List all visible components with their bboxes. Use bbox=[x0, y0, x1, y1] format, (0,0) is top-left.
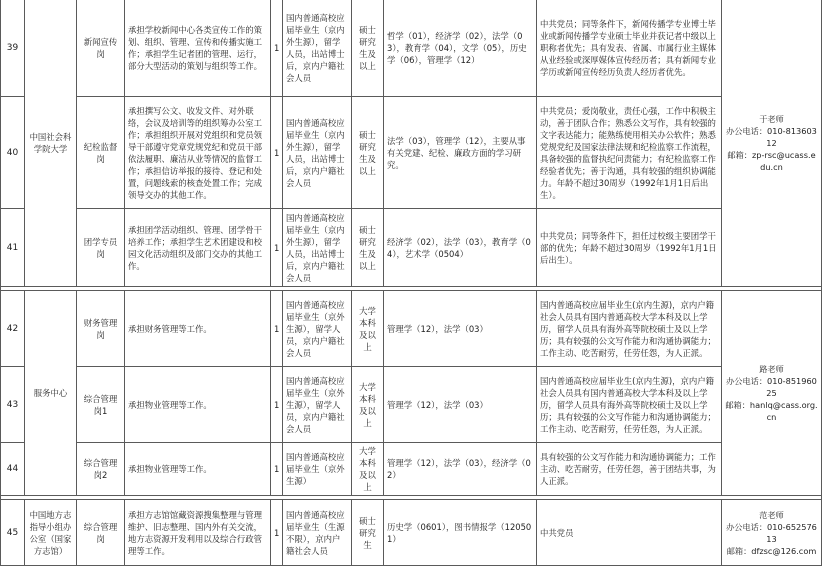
major-requirement: 经济学（02），法学（03），教育学（04），艺术学（0504） bbox=[384, 209, 537, 287]
row-number: 43 bbox=[1, 367, 25, 443]
contact-email: 邮箱：zp-rsc@ucass.edu.cn bbox=[727, 149, 816, 172]
contact-info bbox=[722, 0, 822, 287]
hire-count: 1 bbox=[271, 443, 283, 496]
degree-requirement: 大学本科及以上 bbox=[352, 443, 384, 496]
degree-requirement: 大学本科及以上 bbox=[352, 291, 384, 367]
table-row bbox=[1, 0, 822, 97]
hire-count: 1 bbox=[271, 500, 283, 566]
candidate-source: 国内普通高校应届毕业生（京内外生源），留学人员，出站博士后，京内户籍社会人员 bbox=[283, 209, 352, 287]
hire-count: 1 bbox=[271, 97, 283, 209]
contact-info bbox=[722, 500, 822, 566]
unit-name: 中国社会科学院大学 bbox=[25, 0, 77, 287]
other-requirements: 中共党员；同等条件下，担任过校级主要团学干部的优先；年龄不超过30周岁（1992年1月1日后出生）。 bbox=[537, 209, 722, 287]
contact-phone: 办公电话：010-65257613 bbox=[726, 521, 817, 544]
other-requirements: 中共党员；同等条件下，新闻传播学专业博士毕业或新闻传播学专业硕士毕业并获记者中级以上职称者优先；具有发表、省属、市属行业主媒体从业经验或深厚媒体宣传经历者；具有新闻专业学历或新闻宣传经历负责人经历者优先。 bbox=[537, 0, 722, 97]
contact-name: 路老师 bbox=[759, 364, 784, 374]
post-name: 新闻宣传岗 bbox=[77, 0, 125, 97]
row-number: 39 bbox=[1, 0, 25, 97]
hire-count: 1 bbox=[271, 209, 283, 287]
other-requirements: 国内普通高校应届毕业生(京内生源)，京内户籍社会人员具有国内普通高校大学本科及以上学历，留学人员具有海外高等院校硕士及以上学历；具有较强的公文写作能力和沟通协调能力；工作主动、吃苦耐劳，任劳任怨，为人正派。 bbox=[537, 367, 722, 443]
other-requirements: 中共党员 bbox=[537, 500, 722, 566]
major-requirement: 法学（03），管理学（12），主要从事有关党建、纪检、廉政方面的学习研究。 bbox=[384, 97, 537, 209]
candidate-source: 国内普通高校应届毕业生（京外生源） bbox=[283, 443, 352, 496]
contact-phone: 办公电话：010-85196025 bbox=[726, 376, 817, 398]
row-number: 44 bbox=[1, 443, 25, 496]
candidate-source: 国内普通高校应届毕业生（京外生源），留学人员，京内户籍社会人员 bbox=[283, 367, 352, 443]
major-requirement: 历史学（0601），图书情报学（120501） bbox=[384, 500, 537, 566]
major-requirement: 管理学（12），法学（03） bbox=[384, 367, 537, 443]
candidate-source: 国内普通高校应届毕业生（京内外生源），留学人员，出站博士后，京内户籍社会人员 bbox=[283, 0, 352, 97]
row-number: 40 bbox=[1, 97, 25, 209]
degree-requirement: 硕士研究生及以上 bbox=[352, 209, 384, 287]
job-duty: 承担方志馆馆藏资源搜集整理与管理维护、旧志整理、国内外有关交流，地方志资源开发利用以及综合行政管理等工作。 bbox=[125, 500, 271, 566]
post-name: 综合管理岗 bbox=[77, 500, 125, 566]
table-row bbox=[1, 367, 822, 443]
table-row bbox=[1, 500, 822, 566]
candidate-source: 国内普通高校应届毕业生（生源不限），京内户籍社会人员 bbox=[283, 500, 352, 566]
post-name: 综合管理岗1 bbox=[77, 367, 125, 443]
degree-requirement: 硕士研究生及以上 bbox=[352, 97, 384, 209]
row-number: 45 bbox=[1, 500, 25, 566]
other-requirements: 具有较强的公文写作能力和沟通协调能力；工作主动、吃苦耐劳，任劳任怨，善于团结共事，为人正派。 bbox=[537, 443, 722, 496]
contact-info bbox=[722, 291, 822, 496]
unit-name: 服务中心 bbox=[25, 291, 77, 496]
contact-phone: 办公电话：010-81360312 bbox=[726, 125, 817, 148]
table-row bbox=[1, 97, 822, 209]
other-requirements: 中共党员；爱岗敬业，责任心强，工作中积极主动，善于团队合作；熟悉公文写作，具有较强的文字表达能力；能熟练使用相关办公软件；熟悉党规党纪及国家法律法规和纪检监察工作流程，具备较强的监督执纪问责能力；有纪检监察工作经验者优先；善于沟通，具有较强的组织协调能力。年龄不超过30周岁（1992年1月1日后出生）。 bbox=[537, 97, 722, 209]
unit-name: 中国地方志指导小组办公室（国家方志馆） bbox=[25, 500, 77, 566]
degree-requirement: 硕士研究生 bbox=[352, 500, 384, 566]
major-requirement: 管理学（12），法学（03） bbox=[384, 291, 537, 367]
hire-count: 1 bbox=[271, 0, 283, 97]
degree-requirement: 硕士研究生及以上 bbox=[352, 0, 384, 97]
job-duty: 承担财务管理等工作。 bbox=[125, 291, 271, 367]
post-name: 纪检监督岗 bbox=[77, 97, 125, 209]
hire-count: 1 bbox=[271, 367, 283, 443]
post-name: 财务管理岗 bbox=[77, 291, 125, 367]
post-name: 团学专员岗 bbox=[77, 209, 125, 287]
major-requirement: 哲学（01），经济学（02），法学（03），教育学（04），文学（05），历史学（06），管理学（12） bbox=[384, 0, 537, 97]
candidate-source: 国内普通高校应届毕业生（京外生源），留学人员，京内户籍社会人员 bbox=[283, 291, 352, 367]
post-name: 综合管理岗2 bbox=[77, 443, 125, 496]
job-duty: 承担物业管理等工作。 bbox=[125, 367, 271, 443]
other-requirements: 国内普通高校应届毕业生(京内生源)，京内户籍社会人员具有国内普通高校大学本科及以上学历，留学人员具有海外高等院校硕士及以上学历；具有较强的公文写作能力和沟通协调能力；工作主动、吃苦耐劳，任劳任怨，为人正派。 bbox=[537, 291, 722, 367]
contact-email: 邮箱：dfzsc@126.com bbox=[726, 545, 817, 556]
contact-name: 范老师 bbox=[759, 509, 784, 520]
table-row bbox=[1, 291, 822, 367]
major-requirement: 管理学（12），法学（03），经济学（02） bbox=[384, 443, 537, 496]
contact-email: 邮箱：hanlq@cass.org.cn bbox=[725, 400, 818, 422]
job-duty: 承担学校新闻中心各类宣传工作的策划、组织、管理、宣传和传播实施工作；承担学生记者团的管理、运行，部分大型活动的策划与组织等工作。 bbox=[125, 0, 271, 97]
job-duty: 承担物业管理等工作。 bbox=[125, 443, 271, 496]
row-number: 41 bbox=[1, 209, 25, 287]
job-duty: 承担团学活动组织、管理、团学骨干培养工作；承担学生艺术团建设和校园文化活动组织及部门交办的其他工作。 bbox=[125, 209, 271, 287]
contact-name: 于老师 bbox=[759, 113, 784, 124]
row-number: 42 bbox=[1, 291, 25, 367]
hire-count: 1 bbox=[271, 291, 283, 367]
table-row bbox=[1, 209, 822, 287]
job-duty: 承担撰写公文、收发文件、对外联络，会议及培训等的组织筹办公室工作；承担组织开展对党组织和党员领导干部遵守党章党规党纪和党员干部依法履职、廉洁从业等情况的监督工作；承担信访举报的接待、登记和处置，问题线索的核查处置工作；完成领导交办的其他工作。 bbox=[125, 97, 271, 209]
table-row bbox=[1, 443, 822, 496]
candidate-source: 国内普通高校应届毕业生（京内外生源），留学人员，出站博士后，京内户籍社会人员 bbox=[283, 97, 352, 209]
degree-requirement: 大学本科及以上 bbox=[352, 367, 384, 443]
